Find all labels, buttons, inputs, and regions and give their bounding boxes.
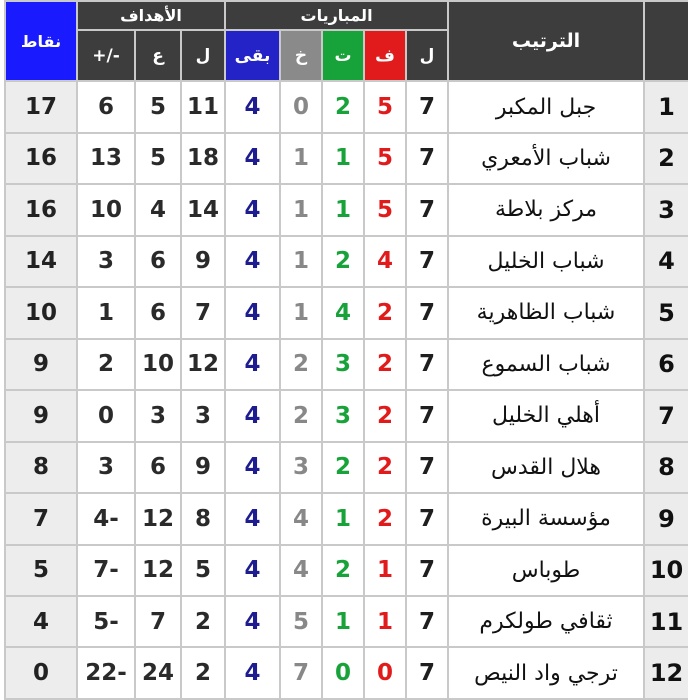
goals-for-cell: 11 [181,81,225,132]
team-name-cell: شباب السموع [448,339,644,390]
goals-against-cell: 6 [135,442,181,493]
played-cell: 7 [406,287,448,338]
won-cell: 5 [364,81,406,132]
goals-against-cell: 4 [135,184,181,235]
points-cell: 9 [5,390,77,441]
drawn-cell: 1 [322,133,364,184]
goals-against-cell: 24 [135,647,181,699]
points-cell: 7 [5,493,77,544]
remaining-cell: 4 [225,339,280,390]
points-cell: 4 [5,596,77,647]
rank-cell: 11 [644,596,688,647]
goals-for-cell: 2 [181,647,225,699]
goals-for-cell: 9 [181,236,225,287]
played-cell: 7 [406,647,448,699]
goals-against-cell: 10 [135,339,181,390]
table-row [5,390,688,441]
remaining-cell: 4 [225,133,280,184]
rank-cell: 7 [644,390,688,441]
rank-cell: 9 [644,493,688,544]
remaining-cell: 4 [225,545,280,596]
played-cell: 7 [406,339,448,390]
goal-diff-cell: 6 [77,81,135,132]
won-cell: 2 [364,442,406,493]
points-cell: 14 [5,236,77,287]
table-row [5,236,688,287]
played-cell: 7 [406,81,448,132]
won-cell: 0 [364,647,406,699]
remaining-cell: 4 [225,81,280,132]
goal-diff-cell: 7- [77,545,135,596]
lost-cell: 2 [280,339,322,390]
won-cell: 1 [364,596,406,647]
played-cell: 7 [406,493,448,544]
won-cell: 5 [364,184,406,235]
drawn-cell: 0 [322,647,364,699]
remaining-header: بقى [225,30,280,81]
remaining-cell: 4 [225,236,280,287]
played-cell: 7 [406,236,448,287]
goals-for-header: ل [181,30,225,81]
drawn-cell: 1 [322,493,364,544]
table-row [5,442,688,493]
played-cell: 7 [406,184,448,235]
lost-cell: 4 [280,493,322,544]
won-header: ف [364,30,406,81]
played-cell: 7 [406,545,448,596]
points-cell: 9 [5,339,77,390]
points-header: نقاط [5,1,77,81]
table-row [5,133,688,184]
drawn-cell: 4 [322,287,364,338]
header-group-row [5,1,688,30]
goals-for-cell: 2 [181,596,225,647]
rank-cell: 2 [644,133,688,184]
standing-header: الترتيب [448,1,644,81]
remaining-cell: 4 [225,596,280,647]
goals-for-cell: 5 [181,545,225,596]
drawn-cell: 2 [322,545,364,596]
lost-cell: 4 [280,545,322,596]
points-cell: 17 [5,81,77,132]
goal-diff-cell: 3 [77,442,135,493]
goal-diff-cell: 3 [77,236,135,287]
team-name-cell: مؤسسة البيرة [448,493,644,544]
won-cell: 4 [364,236,406,287]
rank-cell: 6 [644,339,688,390]
played-cell: 7 [406,133,448,184]
goals-against-header: ع [135,30,181,81]
goal-diff-cell: 22- [77,647,135,699]
goal-diff-cell: 0 [77,390,135,441]
lost-header: خ [280,30,322,81]
goal-diff-cell: 4- [77,493,135,544]
table-row [5,81,688,132]
lost-cell: 1 [280,236,322,287]
goals-for-cell: 12 [181,339,225,390]
league-standings-table [4,0,688,700]
lost-cell: 5 [280,596,322,647]
table-row [5,287,688,338]
won-cell: 2 [364,493,406,544]
goal-diff-header: +/- [77,30,135,81]
goals-against-cell: 5 [135,81,181,132]
played-cell: 7 [406,390,448,441]
team-name-cell: شباب الخليل [448,236,644,287]
goals-against-cell: 12 [135,545,181,596]
team-name-cell: شباب الأمعري [448,133,644,184]
team-name-cell: أهلي الخليل [448,390,644,441]
goals-against-cell: 6 [135,287,181,338]
goal-diff-cell: 5- [77,596,135,647]
goals-for-cell: 3 [181,390,225,441]
goals-against-cell: 5 [135,133,181,184]
table-row [5,184,688,235]
team-name-cell: جبل المكبر [448,81,644,132]
won-cell: 1 [364,545,406,596]
drawn-cell: 3 [322,339,364,390]
goals-for-cell: 8 [181,493,225,544]
points-cell: 16 [5,133,77,184]
lost-cell: 2 [280,390,322,441]
won-cell: 2 [364,287,406,338]
points-cell: 16 [5,184,77,235]
rank-cell: 4 [644,236,688,287]
goals-against-cell: 3 [135,390,181,441]
points-cell: 10 [5,287,77,338]
lost-cell: 1 [280,287,322,338]
rank-cell: 10 [644,545,688,596]
team-name-cell: طوباس [448,545,644,596]
goals-for-cell: 9 [181,442,225,493]
table-body [5,1,688,699]
goals-for-cell: 18 [181,133,225,184]
played-cell: 7 [406,596,448,647]
drawn-cell: 2 [322,81,364,132]
drawn-cell: 1 [322,596,364,647]
lost-cell: 7 [280,647,322,699]
remaining-cell: 4 [225,647,280,699]
goals-for-cell: 14 [181,184,225,235]
drawn-cell: 2 [322,236,364,287]
remaining-cell: 4 [225,287,280,338]
team-name-cell: ترجي واد النيص [448,647,644,699]
goals-against-cell: 12 [135,493,181,544]
rank-cell: 12 [644,647,688,699]
points-cell: 5 [5,545,77,596]
team-name-cell: مركز بلاطة [448,184,644,235]
table-row [5,493,688,544]
goal-diff-cell: 1 [77,287,135,338]
won-cell: 2 [364,390,406,441]
lost-cell: 0 [280,81,322,132]
goal-diff-cell: 13 [77,133,135,184]
team-name-cell: ثقافي طولكرم [448,596,644,647]
table-row [5,596,688,647]
rank-header [644,1,688,81]
played-header: ل [406,30,448,81]
goal-diff-cell: 10 [77,184,135,235]
drawn-cell: 3 [322,390,364,441]
goals-against-cell: 6 [135,236,181,287]
remaining-cell: 4 [225,184,280,235]
rank-cell: 8 [644,442,688,493]
remaining-cell: 4 [225,442,280,493]
drawn-cell: 2 [322,442,364,493]
drawn-header: ت [322,30,364,81]
table-row [5,647,688,699]
rank-cell: 1 [644,81,688,132]
rank-cell: 3 [644,184,688,235]
goal-diff-cell: 2 [77,339,135,390]
lost-cell: 1 [280,133,322,184]
won-cell: 5 [364,133,406,184]
table-row [5,545,688,596]
lost-cell: 1 [280,184,322,235]
played-cell: 7 [406,442,448,493]
drawn-cell: 1 [322,184,364,235]
won-cell: 2 [364,339,406,390]
team-name-cell: هلال القدس [448,442,644,493]
team-name-cell: شباب الظاهرية [448,287,644,338]
points-cell: 8 [5,442,77,493]
remaining-cell: 4 [225,390,280,441]
goals-group-header: الأهداف [77,1,225,30]
goals-against-cell: 7 [135,596,181,647]
lost-cell: 3 [280,442,322,493]
remaining-cell: 4 [225,493,280,544]
matches-group-header: المباريات [225,1,448,30]
rank-cell: 5 [644,287,688,338]
table-row [5,339,688,390]
goals-for-cell: 7 [181,287,225,338]
points-cell: 0 [5,647,77,699]
